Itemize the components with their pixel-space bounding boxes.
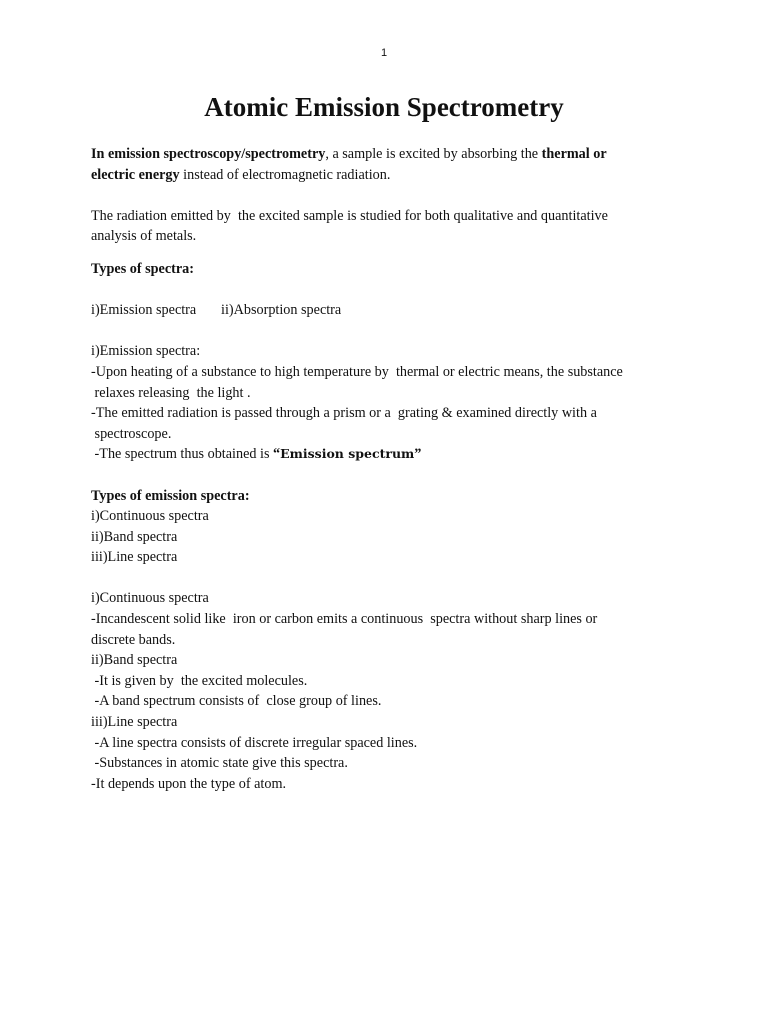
continuous-line-1: -Incandescent solid like iron or carbon emits a continuous spectra without sharp lines or <box>91 611 598 628</box>
radiation-paragraph-line-1: The radiation emitted by the excited sample is studied for both qualitative and quantitative <box>91 207 608 224</box>
types-of-spectra-heading: Types of spectra: <box>91 260 194 277</box>
quote-open: “ <box>273 446 281 463</box>
continuous-line-2: discrete bands. <box>91 631 176 648</box>
emission-line-1: -Upon heating of a substance to high temperature by thermal or electric means, the substance <box>91 363 623 380</box>
intro-paragraph-line-2 <box>91 165 671 186</box>
document-body <box>91 144 671 794</box>
page-number: 1 <box>380 47 388 59</box>
intro-paragraph-line-1 <box>91 144 671 165</box>
list-item: i)Continuous spectra <box>91 508 209 525</box>
continuous-spectra-heading: i)Continuous spectra <box>91 590 209 607</box>
emission-line-5 <box>91 444 671 465</box>
intro-bold-electric: electric energy <box>91 166 180 183</box>
line-spectra-heading: iii)Line spectra <box>91 714 178 731</box>
intro-text: , a sample is excited by absorbing the <box>325 146 542 162</box>
band-spectra-heading: ii)Band spectra <box>91 652 178 669</box>
intro-text-end: instead of electromagnetic radiation. <box>179 166 391 183</box>
intro-bold-term: In emission spectroscopy/spectrometry <box>91 146 326 162</box>
line-spectra-line-3: -It depends upon the type of atom. <box>91 775 287 792</box>
emission-spectra-heading: i)Emission spectra: <box>91 343 201 360</box>
line-spectra-line-2: -Substances in atomic state give this spectra. <box>91 755 348 772</box>
line-spectra-line-1: -A line spectra consists of discrete irregular spaced lines. <box>91 734 418 751</box>
page-title: Atomic Emission Spectrometry <box>204 92 564 122</box>
intro-bold-energy: thermal or <box>541 146 607 162</box>
emission-line-5-prefix: -The spectrum thus obtained is <box>91 446 274 463</box>
band-line-1: -It is given by the excited molecules. <box>91 672 308 689</box>
quote-close: ” <box>414 446 422 463</box>
radiation-paragraph-line-2: analysis of metals. <box>91 228 197 245</box>
band-line-2: -A band spectrum consists of close group of lines. <box>91 693 382 710</box>
emission-line-3: -The emitted radiation is passed through a prism or a grating & examined directly with a <box>91 405 597 422</box>
types-of-emission-heading: Types of emission spectra: <box>91 487 250 504</box>
emission-spectrum-term: Emission spectrum <box>280 446 415 462</box>
list-item: iii)Line spectra <box>91 549 178 566</box>
list-item: ii)Band spectra <box>91 528 178 545</box>
emission-line-2: relaxes releasing the light . <box>91 384 251 401</box>
emission-line-4: spectroscope. <box>91 425 172 442</box>
types-of-spectra-list: i)Emission spectra ii)Absorption spectra <box>91 302 342 319</box>
